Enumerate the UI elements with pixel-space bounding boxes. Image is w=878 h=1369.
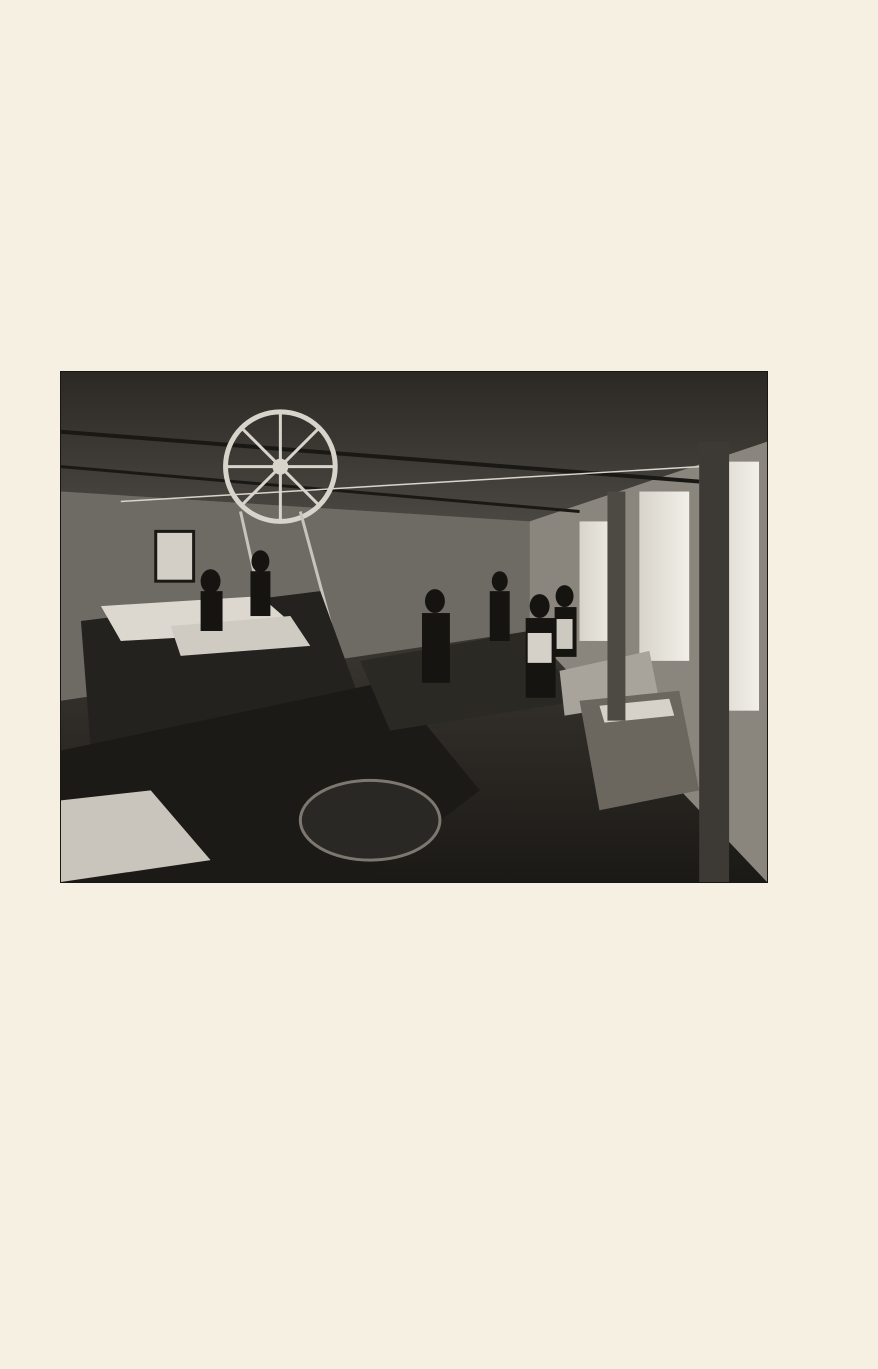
photograph-illustration bbox=[61, 372, 767, 882]
printing-hall-photograph bbox=[60, 371, 768, 883]
running-head bbox=[60, 62, 768, 84]
